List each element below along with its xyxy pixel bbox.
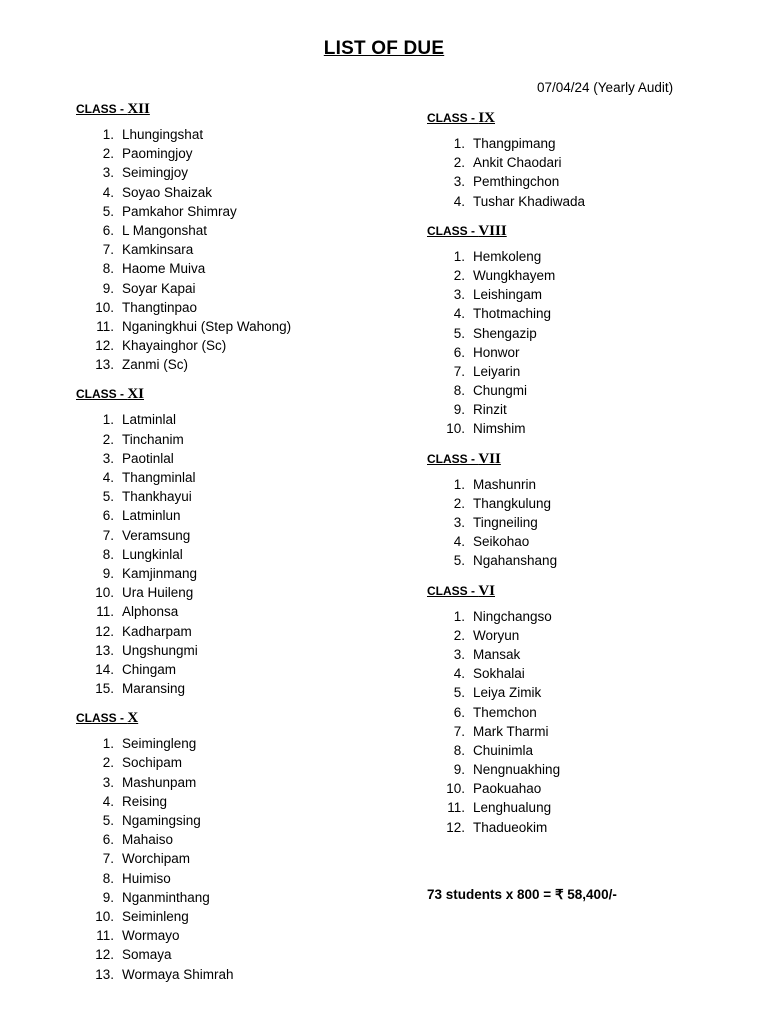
class-section: [76, 707, 416, 983]
student-number: 4.: [453, 193, 465, 209]
student-item: [76, 926, 416, 945]
student-name: Mashunrin: [473, 476, 537, 492]
student-number: 3.: [453, 287, 465, 303]
student-number: 8.: [453, 383, 465, 399]
student-name: Thotmaching: [473, 306, 552, 322]
student-name: Themchon: [473, 704, 537, 720]
student-item: [427, 626, 747, 645]
student-name: Tinchanim: [122, 431, 184, 447]
student-item: [76, 753, 416, 772]
student-list: [427, 247, 747, 439]
student-name: Leiya Zimik: [473, 685, 542, 701]
student-number: 2.: [453, 267, 465, 283]
student-name: Haome Muiva: [122, 261, 206, 277]
student-number: 6.: [102, 832, 114, 848]
student-name: Seimingleng: [122, 736, 197, 752]
left-column: [76, 98, 416, 993]
student-number: 10.: [446, 781, 465, 797]
student-number: 3.: [453, 174, 465, 190]
student-item: [427, 134, 747, 153]
student-name: Leishingam: [473, 287, 543, 303]
student-name: Nimshim: [473, 421, 526, 437]
student-name: Thangkulung: [473, 495, 552, 511]
student-number: 8.: [453, 742, 465, 758]
student-item: [427, 247, 747, 266]
student-name: Worchipam: [122, 851, 191, 867]
student-name: Woryun: [473, 627, 520, 643]
student-number: 4.: [102, 184, 114, 200]
student-number: 7.: [102, 851, 114, 867]
student-item: [76, 830, 416, 849]
student-item: [76, 641, 416, 660]
student-item: [427, 722, 747, 741]
student-number: 1.: [453, 476, 465, 492]
student-number: 5.: [102, 203, 114, 219]
student-name: Mashunpam: [122, 774, 197, 790]
student-name: Paokuahao: [473, 781, 542, 797]
student-number: 6.: [102, 222, 114, 238]
student-number: 11.: [447, 800, 465, 816]
student-number: 14.: [95, 661, 114, 677]
student-name: Ankit Chaodari: [473, 155, 562, 171]
student-number: 13.: [95, 357, 114, 373]
student-number: 11.: [96, 928, 114, 944]
student-name: Thangtinpao: [122, 299, 198, 315]
student-item: [427, 551, 747, 570]
student-item: [427, 172, 747, 191]
student-name: Pamkahor Shimray: [122, 203, 237, 219]
student-name: Seikohao: [473, 534, 530, 550]
student-number: 6.: [453, 704, 465, 720]
student-item: [427, 475, 747, 494]
student-name: Chuinimla: [473, 742, 534, 758]
student-list: [427, 475, 747, 571]
student-name: Nengnuakhing: [473, 762, 561, 778]
student-number: 2.: [453, 495, 465, 511]
student-item: [427, 362, 747, 381]
student-item: [76, 849, 416, 868]
class-label: CLASS -: [76, 711, 128, 726]
audit-date: 07/04/24 (Yearly Audit): [537, 80, 674, 95]
student-name: Lenghualung: [473, 800, 552, 816]
student-number: 4.: [453, 534, 465, 550]
student-name: Kadharpam: [122, 623, 192, 639]
student-name: Ungshungmi: [122, 642, 198, 658]
student-item: [427, 400, 747, 419]
student-name: Hemkoleng: [473, 248, 542, 264]
student-name: Thadueokim: [473, 819, 548, 835]
student-number: 2.: [453, 155, 465, 171]
student-number: 1.: [453, 608, 465, 624]
student-number: 2.: [102, 146, 114, 162]
student-name: Rinzit: [473, 402, 507, 418]
student-name: Mansak: [473, 646, 521, 662]
student-number: 7.: [453, 363, 465, 379]
student-name: Honwor: [473, 344, 520, 360]
student-number: 1.: [102, 736, 114, 752]
student-number: 6.: [102, 508, 114, 524]
student-item: [76, 792, 416, 811]
student-name: Wormayo: [122, 928, 180, 944]
student-item: [76, 468, 416, 487]
class-label: CLASS -: [76, 387, 128, 402]
student-number: 9.: [102, 889, 114, 905]
student-item: [427, 192, 747, 211]
student-name: Ngahanshang: [473, 553, 558, 569]
student-name: Nganminthang: [122, 889, 210, 905]
student-number: 7.: [102, 527, 114, 543]
student-item: [76, 449, 416, 468]
student-item: [427, 607, 747, 626]
student-name: Seimingjoy: [122, 165, 189, 181]
class-heading: [76, 98, 416, 120]
student-item: [427, 381, 747, 400]
student-name: Leiyarin: [473, 363, 521, 379]
student-number: 8.: [102, 870, 114, 886]
student-item: [76, 355, 416, 374]
student-number: 3.: [102, 165, 114, 181]
student-item: [76, 583, 416, 602]
class-section: [427, 580, 747, 837]
student-name: Maransing: [122, 681, 186, 697]
student-number: 3.: [453, 646, 465, 662]
student-item: [76, 660, 416, 679]
student-number: 5.: [453, 325, 465, 341]
student-list: [76, 125, 416, 374]
student-item: [76, 945, 416, 964]
student-name: Sochipam: [122, 755, 183, 771]
student-list: [427, 134, 747, 211]
student-item: [76, 622, 416, 641]
class-numeral: X: [127, 710, 139, 727]
class-numeral: IX: [478, 110, 496, 126]
student-number: 10.: [95, 585, 114, 601]
class-label: CLASS -: [427, 223, 479, 238]
student-item: [76, 317, 416, 336]
student-number: 3.: [453, 515, 465, 530]
student-name: Nganingkhui (Step Wahong): [122, 318, 292, 334]
class-heading: [76, 383, 416, 405]
student-item: [76, 734, 416, 753]
student-number: 12.: [95, 947, 114, 963]
student-item: [76, 125, 416, 144]
student-number: 12.: [95, 338, 114, 354]
student-number: 5.: [453, 553, 465, 569]
student-name: Paomingjoy: [122, 146, 193, 162]
student-item: [427, 779, 747, 798]
student-name: Ngamingsing: [122, 813, 201, 828]
student-item: [76, 410, 416, 429]
student-number: 4.: [453, 666, 465, 682]
student-item: [76, 430, 416, 449]
student-item: [427, 683, 747, 702]
student-name: Mahaiso: [122, 832, 174, 848]
student-item: [76, 202, 416, 221]
student-item: [427, 703, 747, 722]
student-item: [427, 741, 747, 760]
student-name: Zanmi (Sc): [122, 357, 189, 373]
student-list: [76, 410, 416, 698]
student-name: Chungmi: [473, 383, 528, 399]
student-item: [427, 419, 747, 438]
student-number: 8.: [102, 261, 114, 277]
student-name: Kamjinmang: [122, 565, 198, 581]
student-item: [76, 545, 416, 564]
class-numeral: VII: [478, 450, 501, 467]
student-item: [76, 965, 416, 984]
student-name: Khayainghor (Sc): [122, 338, 227, 354]
student-name: Latminlal: [122, 412, 177, 428]
class-heading: [427, 580, 747, 602]
student-name: Seiminleng: [122, 908, 189, 924]
student-item: [76, 506, 416, 525]
student-item: [427, 760, 747, 779]
student-name: Ningchangso: [473, 608, 552, 624]
student-number: 5.: [102, 489, 114, 505]
student-number: 1.: [453, 136, 465, 151]
student-list: [76, 734, 416, 983]
student-name: Thangpimang: [473, 136, 556, 151]
class-label: CLASS -: [427, 111, 479, 125]
student-name: Huimiso: [122, 870, 171, 886]
student-name: Pemthingchon: [473, 174, 560, 190]
student-name: Shengazip: [473, 325, 537, 341]
student-item: [427, 324, 747, 343]
student-item: [76, 163, 416, 182]
student-number: 15.: [95, 681, 114, 697]
student-name: Kamkinsara: [122, 242, 194, 258]
class-numeral: VI: [478, 582, 496, 599]
class-numeral: VIII: [478, 222, 507, 239]
student-name: Thangminlal: [122, 470, 196, 485]
total-summary: 73 students x 800 = ₹ 58,400/-: [427, 887, 617, 902]
student-number: 9.: [102, 565, 114, 581]
student-number: 3.: [102, 450, 114, 466]
class-section: [427, 448, 747, 571]
class-numeral: XI: [127, 386, 145, 403]
student-item: [76, 259, 416, 278]
student-number: 11.: [96, 318, 114, 334]
student-name: Lungkinlal: [122, 546, 183, 562]
student-number: 1.: [453, 248, 465, 264]
student-name: Tingneiling: [473, 515, 538, 530]
student-name: Veramsung: [122, 527, 191, 543]
student-number: 12.: [95, 623, 114, 639]
class-label: CLASS -: [427, 583, 479, 598]
student-number: 5.: [102, 813, 114, 828]
student-number: 6.: [453, 344, 465, 360]
student-item: [76, 564, 416, 583]
student-number: 13.: [95, 642, 114, 658]
student-item: [427, 645, 747, 664]
student-name: Sokhalai: [473, 666, 525, 682]
student-number: 1.: [102, 127, 114, 142]
student-name: Tushar Khadiwada: [473, 193, 586, 209]
class-section: [76, 383, 416, 698]
student-item: [76, 240, 416, 259]
student-number: 7.: [102, 242, 114, 258]
student-number: 10.: [446, 421, 465, 437]
student-number: 9.: [102, 280, 114, 296]
student-list: [427, 607, 747, 837]
student-number: 2.: [453, 627, 465, 643]
student-number: 12.: [446, 819, 465, 835]
class-heading: [427, 107, 747, 129]
student-item: [76, 279, 416, 298]
class-heading: [427, 220, 747, 242]
student-number: 9.: [453, 402, 465, 418]
student-name: Somaya: [122, 947, 172, 963]
student-name: Soyar Kapai: [122, 280, 196, 296]
student-item: [427, 266, 747, 285]
student-number: 9.: [453, 762, 465, 778]
student-item: [76, 888, 416, 907]
student-name: Latminlun: [122, 508, 181, 524]
student-number: 2.: [102, 431, 114, 447]
student-number: 2.: [102, 755, 114, 771]
student-item: [76, 869, 416, 888]
student-name: Wungkhayem: [473, 267, 556, 283]
student-item: [76, 298, 416, 317]
student-item: [427, 798, 747, 817]
student-item: [427, 513, 747, 532]
student-number: 10.: [95, 908, 114, 924]
right-column: [427, 107, 747, 846]
student-number: 1.: [102, 412, 114, 428]
student-number: 13.: [95, 966, 114, 982]
class-section: [76, 98, 416, 374]
student-item: [76, 602, 416, 621]
student-item: [76, 907, 416, 926]
student-name: Reising: [122, 793, 168, 809]
student-name: Ura Huileng: [122, 585, 194, 601]
student-name: Wormaya Shimrah: [122, 966, 234, 982]
student-number: 10.: [95, 299, 114, 315]
class-heading: [427, 448, 747, 470]
student-item: [76, 811, 416, 830]
student-number: 7.: [453, 723, 465, 739]
student-name: Alphonsa: [122, 604, 179, 620]
student-number: 5.: [453, 685, 465, 701]
student-item: [427, 494, 747, 513]
student-name: Chingam: [122, 661, 177, 677]
student-item: [427, 343, 747, 362]
student-item: [76, 526, 416, 545]
student-number: 4.: [453, 306, 465, 322]
class-heading: [76, 707, 416, 729]
class-section: [427, 220, 747, 439]
student-item: [427, 153, 747, 172]
student-item: [427, 285, 747, 304]
student-number: 4.: [102, 793, 114, 809]
student-item: [427, 818, 747, 837]
student-number: 4.: [102, 470, 114, 485]
student-item: [427, 664, 747, 683]
class-label: CLASS -: [76, 102, 128, 116]
student-number: 8.: [102, 546, 114, 562]
student-item: [76, 144, 416, 163]
student-item: [76, 679, 416, 698]
student-item: [76, 336, 416, 355]
student-item: [76, 183, 416, 202]
student-name: Mark Tharmi: [473, 723, 549, 739]
student-name: Soyao Shaizak: [122, 184, 213, 200]
student-item: [76, 221, 416, 240]
class-label: CLASS -: [427, 451, 479, 466]
student-name: Paotinlal: [122, 450, 174, 466]
student-name: Thankhayui: [122, 489, 192, 505]
student-item: [427, 532, 747, 551]
document-title: LIST OF DUE: [323, 38, 445, 59]
student-item: [76, 487, 416, 506]
class-numeral: XII: [127, 101, 150, 117]
student-name: L Mangonshat: [122, 222, 208, 238]
student-item: [76, 773, 416, 792]
student-name: Lhungingshat: [122, 127, 204, 142]
student-number: 11.: [96, 604, 114, 620]
student-number: 3.: [102, 774, 114, 790]
class-section: [427, 107, 747, 211]
student-item: [427, 304, 747, 323]
